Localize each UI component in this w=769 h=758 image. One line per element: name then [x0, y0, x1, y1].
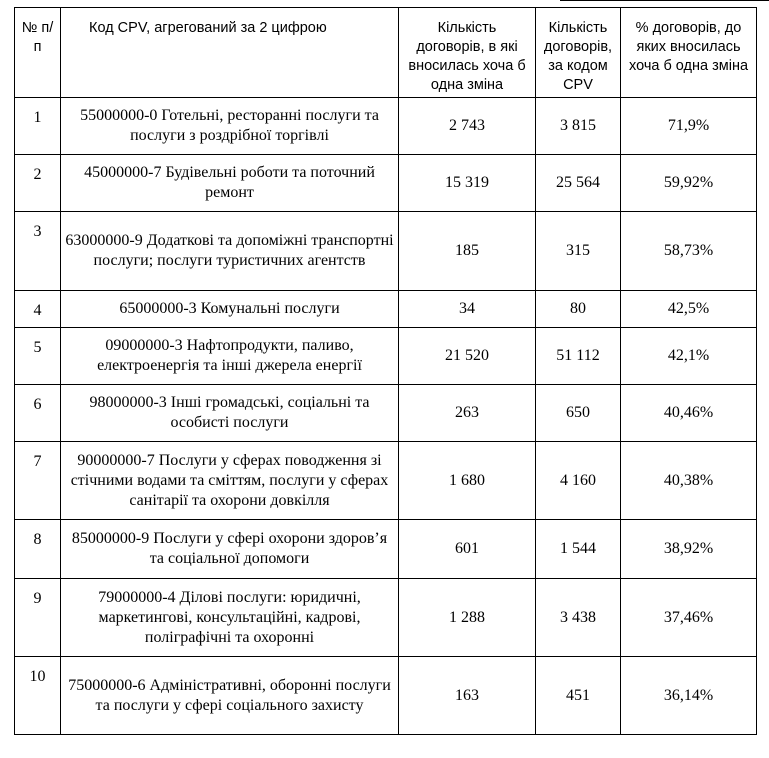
header-cpv-name: Код CPV, агрегований за 2 цифрою: [61, 8, 399, 98]
table-row: [15, 98, 757, 155]
table-row: [15, 291, 757, 328]
row-cpv-name: 90000000-7 Послуги у сферах поводження зі стічними водами та сміттям, послуги у сферах санітарії та охорони довкілля: [61, 442, 399, 520]
row-num: 2: [15, 155, 61, 212]
table-row: [15, 212, 757, 291]
row-cpv-name: 98000000-3 Інші громадські, соціальні та особисті послуги: [61, 385, 399, 442]
row-num: 7: [15, 442, 61, 520]
table-row: [15, 328, 757, 385]
row-num: 10: [15, 657, 61, 735]
row-cpv-name: 09000000-3 Нафтопродукти, паливо, електроенергія та інші джерела енергії: [61, 328, 399, 385]
row-num: 1: [15, 98, 61, 155]
row-changed-count: 1 680: [399, 442, 536, 520]
row-changed-count: 34: [399, 291, 536, 328]
table-row: [15, 579, 757, 657]
row-total-count: 650: [536, 385, 621, 442]
header-total-count: Кількість договорів, за кодом CPV: [536, 8, 621, 98]
row-percent: 37,46%: [621, 579, 757, 657]
row-cpv-name: 65000000-3 Комунальні послуги: [61, 291, 399, 328]
row-total-count: 3 815: [536, 98, 621, 155]
table-row: [15, 442, 757, 520]
row-num: 8: [15, 520, 61, 579]
row-num: 6: [15, 385, 61, 442]
row-total-count: 1 544: [536, 520, 621, 579]
row-total-count: 451: [536, 657, 621, 735]
row-changed-count: 185: [399, 212, 536, 291]
row-changed-count: 263: [399, 385, 536, 442]
row-changed-count: 21 520: [399, 328, 536, 385]
row-total-count: 25 564: [536, 155, 621, 212]
row-percent: 40,38%: [621, 442, 757, 520]
row-total-count: 4 160: [536, 442, 621, 520]
row-percent: 42,1%: [621, 328, 757, 385]
row-cpv-name: 85000000-9 Послуги у сфері охорони здоров’я та соціальної допомоги: [61, 520, 399, 579]
row-total-count: 51 112: [536, 328, 621, 385]
table-row: [15, 155, 757, 212]
page-top-rule: [560, 0, 769, 4]
row-percent: 40,46%: [621, 385, 757, 442]
row-cpv-name: 63000000-9 Додаткові та допоміжні транспортні послуги; послуги туристичних агентств: [61, 212, 399, 291]
row-changed-count: 2 743: [399, 98, 536, 155]
row-percent: 38,92%: [621, 520, 757, 579]
row-changed-count: 1 288: [399, 579, 536, 657]
row-cpv-name: 75000000-6 Адміністративні, оборонні послуги та послуги у сфері соціального захисту: [61, 657, 399, 735]
row-cpv-name: 45000000-7 Будівельні роботи та поточний ремонт: [61, 155, 399, 212]
row-num: 9: [15, 579, 61, 657]
row-num: 5: [15, 328, 61, 385]
table-row: [15, 520, 757, 579]
row-changed-count: 15 319: [399, 155, 536, 212]
row-percent: 42,5%: [621, 291, 757, 328]
row-percent: 36,14%: [621, 657, 757, 735]
header-percent: % договорів, до яких вносилась хоча б одна зміна: [621, 8, 757, 98]
row-num: 4: [15, 291, 61, 328]
row-total-count: 315: [536, 212, 621, 291]
row-percent: 59,92%: [621, 155, 757, 212]
row-changed-count: 601: [399, 520, 536, 579]
row-cpv-name: 55000000-0 Готельні, ресторанні послуги та послуги з роздрібної торгівлі: [61, 98, 399, 155]
table-row: [15, 657, 757, 735]
row-total-count: 80: [536, 291, 621, 328]
row-num: 3: [15, 212, 61, 291]
header-num: № п/п: [15, 8, 61, 98]
table-row: [15, 385, 757, 442]
row-percent: 58,73%: [621, 212, 757, 291]
header-changed-count: Кількість договорів, в які вносилась хоча б одна зміна: [399, 8, 536, 98]
row-percent: 71,9%: [621, 98, 757, 155]
row-total-count: 3 438: [536, 579, 621, 657]
row-changed-count: 163: [399, 657, 536, 735]
cpv-changes-table: [14, 7, 757, 735]
table-header-row: [15, 8, 757, 98]
row-cpv-name: 79000000-4 Ділові послуги: юридичні, маркетингові, консультаційні, кадрові, поліграфічні та охоронні: [61, 579, 399, 657]
